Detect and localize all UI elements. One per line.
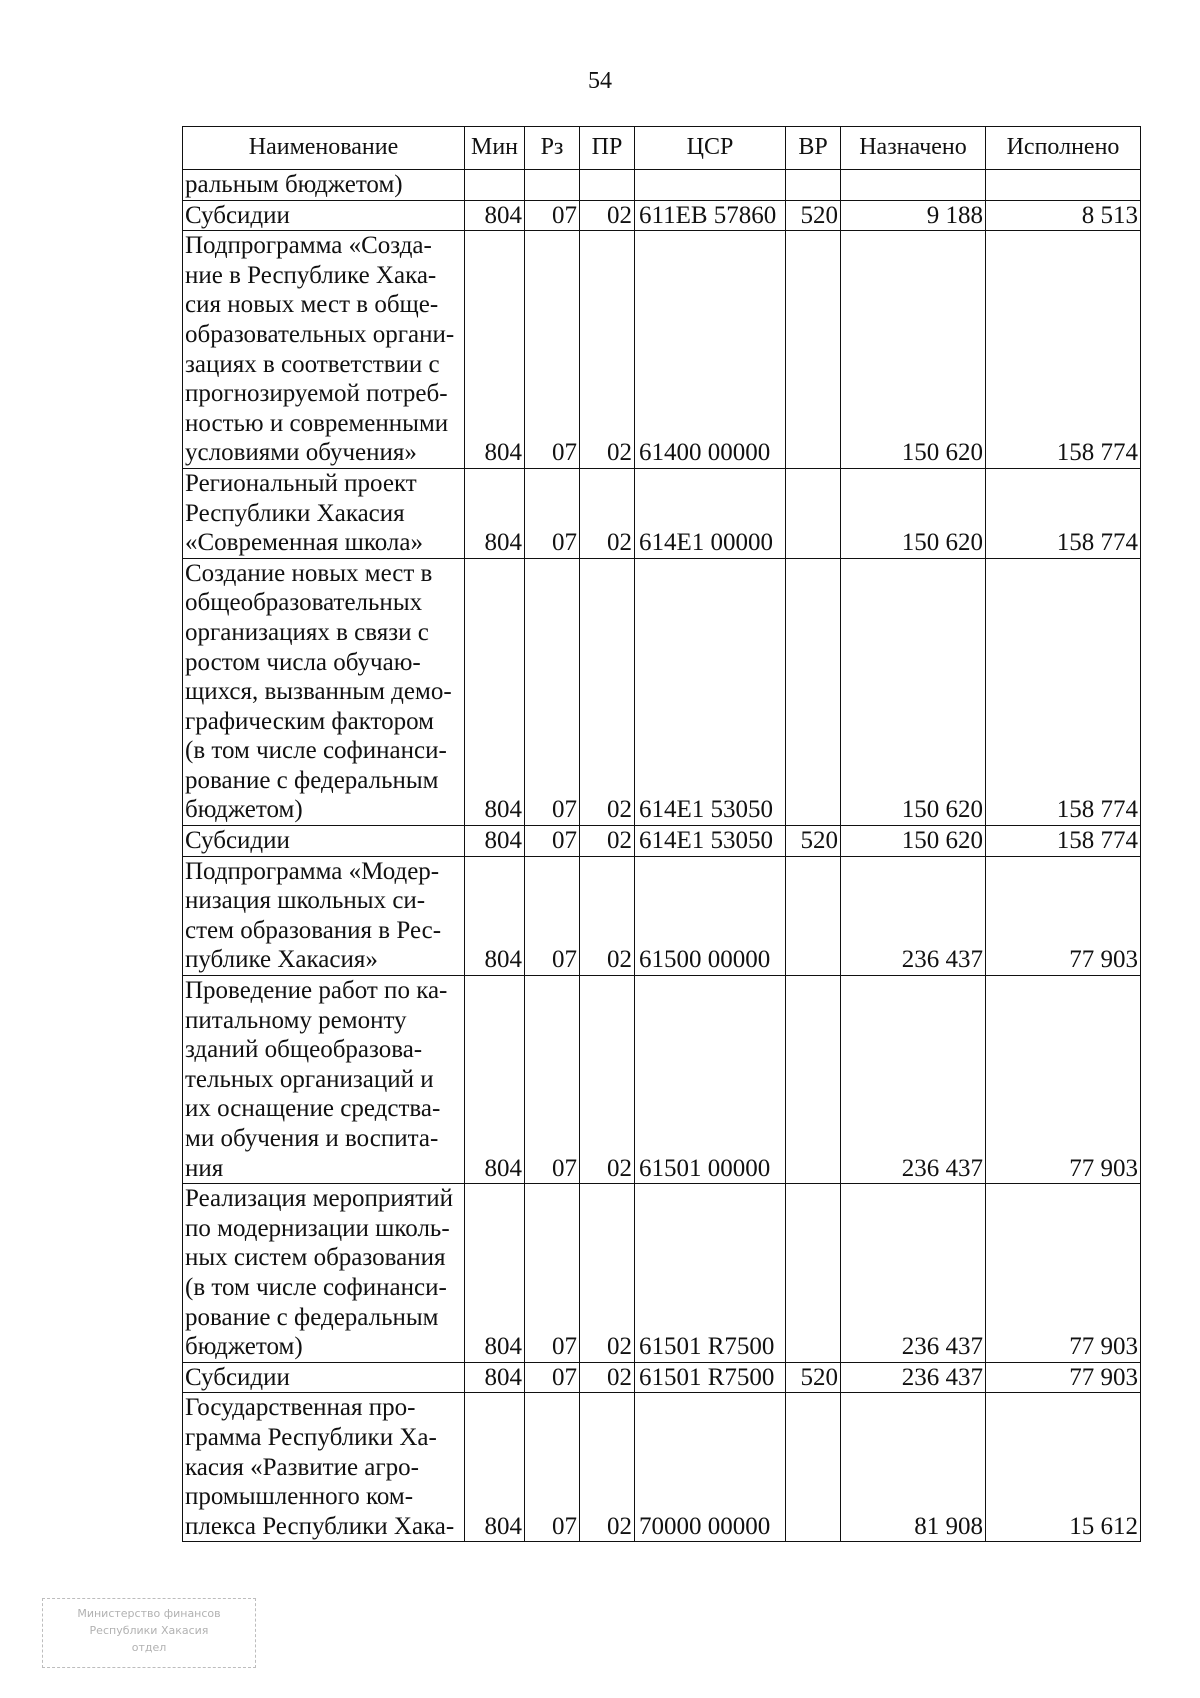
cell-vr: 520 [786, 826, 841, 857]
cell-min: 804 [465, 1393, 525, 1542]
cell-executed: 158 774 [986, 468, 1141, 558]
cell-csr [635, 170, 786, 201]
cell-assigned [841, 170, 986, 201]
cell-min: 804 [465, 976, 525, 1184]
cell-csr: 614Е1 00000 [635, 468, 786, 558]
table-row [183, 170, 1141, 201]
cell-csr: 61501 R7500 [635, 1362, 786, 1393]
cell-pr: 02 [580, 1393, 635, 1542]
cell-assigned: 81 908 [841, 1393, 986, 1542]
table-row [183, 1362, 1141, 1393]
cell-pr: 02 [580, 231, 635, 469]
cell-vr [786, 1184, 841, 1363]
stamp [42, 1598, 256, 1668]
cell-vr: 520 [786, 200, 841, 231]
cell-name: Государственная про- грамма Республики Ха- касия «Развитие агро- промышленного ком- плекса Республики Хака- [183, 1393, 465, 1542]
cell-name: Подпрограмма «Созда- ние в Республике Хака- сия новых мест в обще- образовательных органи- зациях в соответствии с прогнозируемой потреб- ностью и современными условиями обучения» [183, 231, 465, 469]
cell-rz: 07 [525, 231, 580, 469]
stamp-line: Министерство финансов [77, 1607, 221, 1620]
cell-name: Региональный проект Республики Хакасия «Современная школа» [183, 468, 465, 558]
cell-min [465, 170, 525, 201]
cell-executed: 158 774 [986, 558, 1141, 825]
cell-csr: 611ЕВ 57860 [635, 200, 786, 231]
cell-csr: 61501 00000 [635, 976, 786, 1184]
cell-csr: 61500 00000 [635, 856, 786, 975]
cell-vr [786, 1393, 841, 1542]
table-row [183, 468, 1141, 558]
cell-assigned: 9 188 [841, 200, 986, 231]
cell-rz [525, 170, 580, 201]
cell-pr: 02 [580, 558, 635, 825]
cell-assigned: 150 620 [841, 826, 986, 857]
cell-name: Подпрограмма «Модер- низация школьных си- стем образования в Рес- публике Хакасия» [183, 856, 465, 975]
cell-name: Реализация мероприятий по модернизации школь- ных систем образования (в том числе софинанси- рование с федеральным бюджетом) [183, 1184, 465, 1363]
cell-min: 804 [465, 468, 525, 558]
cell-csr: 61501 R7500 [635, 1184, 786, 1363]
cell-csr: 61400 00000 [635, 231, 786, 469]
cell-pr: 02 [580, 200, 635, 231]
cell-rz: 07 [525, 558, 580, 825]
cell-assigned: 236 437 [841, 976, 986, 1184]
cell-pr: 02 [580, 826, 635, 857]
header-rz: Рз [525, 127, 580, 170]
cell-min: 804 [465, 856, 525, 975]
header-executed: Исполнено [986, 127, 1141, 170]
table-row [183, 976, 1141, 1184]
cell-pr: 02 [580, 1184, 635, 1363]
header-name: Наименование [183, 127, 465, 170]
page-number: 54 [588, 68, 612, 94]
header-csr: ЦСР [635, 127, 786, 170]
cell-executed: 77 903 [986, 1184, 1141, 1363]
stamp-line: отдел [131, 1641, 167, 1654]
cell-assigned: 236 437 [841, 1184, 986, 1363]
cell-pr: 02 [580, 976, 635, 1184]
cell-executed: 77 903 [986, 856, 1141, 975]
table-row [183, 558, 1141, 825]
budget-table [182, 126, 1141, 1542]
table-row [183, 1393, 1141, 1542]
table-row [183, 856, 1141, 975]
cell-executed: 15 612 [986, 1393, 1141, 1542]
cell-executed: 77 903 [986, 1362, 1141, 1393]
cell-rz: 07 [525, 856, 580, 975]
cell-assigned: 150 620 [841, 231, 986, 469]
cell-rz: 07 [525, 976, 580, 1184]
table-row [183, 1184, 1141, 1363]
cell-executed [986, 170, 1141, 201]
cell-assigned: 236 437 [841, 1362, 986, 1393]
cell-pr: 02 [580, 468, 635, 558]
cell-name: Проведение работ по ка- питальному ремонту зданий общеобразова- тельных организаций и их оснащение средства- ми обучения и воспита- ния [183, 976, 465, 1184]
table-row [183, 826, 1141, 857]
cell-min: 804 [465, 1184, 525, 1363]
cell-executed: 158 774 [986, 826, 1141, 857]
cell-min: 804 [465, 1362, 525, 1393]
cell-rz: 07 [525, 1184, 580, 1363]
cell-name: Субсидии [183, 200, 465, 231]
cell-vr [786, 468, 841, 558]
cell-executed: 8 513 [986, 200, 1141, 231]
cell-min: 804 [465, 231, 525, 469]
cell-vr [786, 558, 841, 825]
cell-assigned: 150 620 [841, 558, 986, 825]
cell-csr: 614Е1 53050 [635, 826, 786, 857]
cell-rz: 07 [525, 1393, 580, 1542]
cell-assigned: 150 620 [841, 468, 986, 558]
cell-vr [786, 976, 841, 1184]
cell-vr [786, 170, 841, 201]
table-row [183, 231, 1141, 469]
header-assigned: Назначено [841, 127, 986, 170]
cell-name: Создание новых мест в общеобразовательных организациях в связи с ростом числа обучаю- щихся, вызванным демо- графическим фактором (в том числе софинанси- рование с федеральным бюджетом) [183, 558, 465, 825]
cell-min: 804 [465, 826, 525, 857]
cell-pr [580, 170, 635, 201]
cell-rz: 07 [525, 200, 580, 231]
cell-vr [786, 856, 841, 975]
cell-min: 804 [465, 558, 525, 825]
cell-name: ральным бюджетом) [183, 170, 465, 201]
cell-name: Субсидии [183, 1362, 465, 1393]
cell-pr: 02 [580, 1362, 635, 1393]
cell-executed: 158 774 [986, 231, 1141, 469]
table-header-row [183, 127, 1141, 170]
header-min: Мин [465, 127, 525, 170]
cell-csr: 614Е1 53050 [635, 558, 786, 825]
cell-vr [786, 231, 841, 469]
table-row [183, 200, 1141, 231]
table-body [183, 170, 1141, 1542]
cell-rz: 07 [525, 826, 580, 857]
cell-rz: 07 [525, 468, 580, 558]
cell-assigned: 236 437 [841, 856, 986, 975]
cell-csr: 70000 00000 [635, 1393, 786, 1542]
stamp-line: Республики Хакасия [89, 1624, 209, 1637]
cell-vr: 520 [786, 1362, 841, 1393]
header-pr: ПР [580, 127, 635, 170]
cell-executed: 77 903 [986, 976, 1141, 1184]
header-vr: ВР [786, 127, 841, 170]
cell-min: 804 [465, 200, 525, 231]
cell-pr: 02 [580, 856, 635, 975]
cell-rz: 07 [525, 1362, 580, 1393]
cell-name: Субсидии [183, 826, 465, 857]
